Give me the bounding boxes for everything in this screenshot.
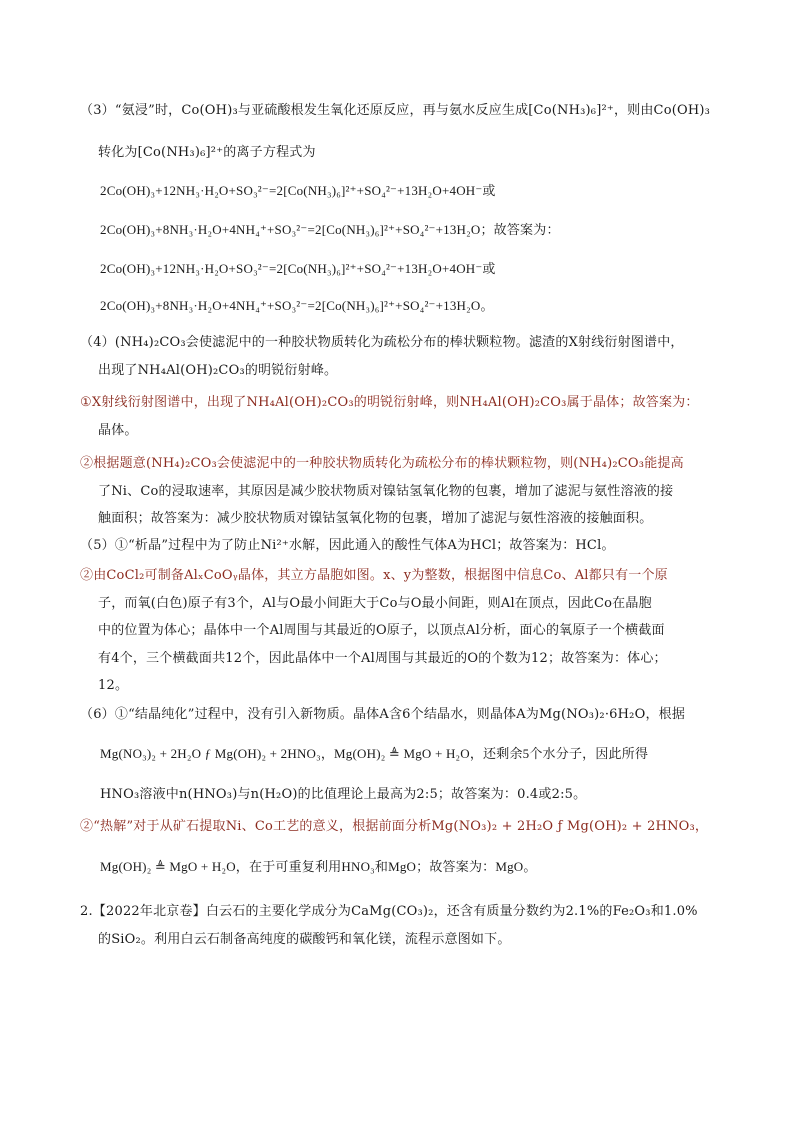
equation-4: 2Co(OH)₃+8NH₃·H₂O+4NH₄⁺+SO₃²⁻=2[Co(NH₃)₆]²⁺+SO₄²⁻+13H₂O。	[100, 298, 494, 313]
q6-2-line-1: ②“热解”对于从矿石提取Ni、Co工艺的意义，根据前面分析Mg(NO₃)₂ + 2H₂O ƒ Mg(OH)₂ + 2HNO₃，	[80, 819, 709, 834]
q4-line-2: 出现了NH₄Al(OH)₂CO₃的明锐衍射峰。	[98, 363, 338, 378]
q3-line-2: 转化为[Co(NH₃)₆]²⁺的离子方程式为	[98, 145, 316, 160]
equation-2: 2Co(OH)₃+8NH₃·H₂O+4NH₄⁺+SO₃²⁻=2[Co(NH₃)₆]²⁺+SO₄²⁻+13H₂O；故答案为：	[100, 222, 560, 237]
q3-line-1: （3）“氨浸”时，Co(OH)₃与亚硫酸根发生氧化还原反应，再与氨水反应生成[Co(NH₃)₆]²⁺，则由Co(OH)₃	[80, 103, 711, 118]
q5-2-line-3: 中的位置为体心；晶体中一个Al周围与其最近的O原子，以顶点Al分析，面心的氧原子一个横截面	[98, 623, 665, 638]
q4-1-line-2: 晶体。	[98, 423, 138, 438]
equation-3: 2Co(OH)₃+12NH₃·H₂O+SO₃²⁻=2[Co(NH₃)₆]²⁺+SO₄²⁻+13H₂O+4OH⁻或	[100, 261, 496, 276]
q4-line-1: （4）(NH₄)₂CO₃会使滤泥中的一种胶状物质转化为疏松分布的棒状颗粒物。滤渣的X射线衍射图谱中，	[80, 335, 684, 350]
q4-2-line-3: 触面积；故答案为：减少胶状物质对镍钴氢氧化物的包裹，增加了滤泥与氨性溶液的接触面积。	[98, 511, 653, 526]
q6-1-line-3: HNO₃溶液中n(HNO₃)与n(H₂O)的比值理论上最高为2:5；故答案为：0.4或2:5。	[100, 787, 587, 802]
q5-1-line: （5）①“析晶”过程中为了防止Ni²⁺水解，因此通入的酸性气体A为HCl；故答案为：HCl。	[80, 538, 615, 553]
q5-2-line-2: 子，而氧(白色)原子有3个，Al与O最小间距大于Co与O最小间距，则Al在顶点，因此Co在晶胞	[98, 596, 652, 611]
q6-1-line-1: （6）①“结晶纯化”过程中，没有引入新物质。晶体A含6个结晶水，则晶体A为Mg(NO₃)₂·6H₂O，根据	[80, 707, 686, 722]
question-2-line-2: 的SiO₂。利用白云石制备高纯度的碳酸钙和氧化镁，流程示意图如下。	[98, 932, 511, 947]
q4-2-line-2: 了Ni、Co的浸取速率，其原因是减少胶状物质对镍钴氢氧化物的包裹，增加了滤泥与氨性溶液的接	[98, 484, 674, 499]
equation-1: 2Co(OH)₃+12NH₃·H₂O+SO₃²⁻=2[Co(NH₃)₆]²⁺+SO₄²⁻+13H₂O+4OH⁻或	[100, 183, 496, 198]
question-2-line-1: 2.【2022年北京卷】白云石的主要化学成分为CaMg(CO₃)₂，还含有质量分数约为2.1%的Fe₂O₃和1.0%	[80, 904, 698, 919]
q6-2-line-2: Mg(OH)₂ ≜ MgO + H₂O，在于可重复利用HNO₃和MgO；故答案为：MgO。	[100, 859, 537, 874]
q5-2-line-4: 有4个，三个横截面共12个，因此晶体中一个Al周围与其最近的O的个数为12；故答案为：体心；	[98, 651, 667, 666]
q5-2-line-1: ②由CoCl₂可制备AlₓCoOᵧ晶体，其立方晶胞如图。x、y为整数，根据图中信息Co、Al都只有一个原	[80, 568, 668, 583]
q6-1-line-2: Mg(NO₃)₂ + 2H₂O ƒ Mg(OH)₂ + 2HNO₃，Mg(OH)₂ ≜ MgO + H₂O，还剩余5个水分子，因此所得	[100, 746, 649, 761]
q5-2-line-5: 12。	[98, 678, 129, 693]
q4-2-line-1: ②根据题意(NH₄)₂CO₃会使滤泥中的一种胶状物质转化为疏松分布的棒状颗粒物，则(NH₄)₂CO₃能提高	[80, 456, 684, 471]
q4-1-line-1: ①X射线衍射图谱中，出现了NH₄Al(OH)₂CO₃的明锐衍射峰，则NH₄Al(OH)₂CO₃属于晶体；故答案为：	[80, 395, 699, 410]
